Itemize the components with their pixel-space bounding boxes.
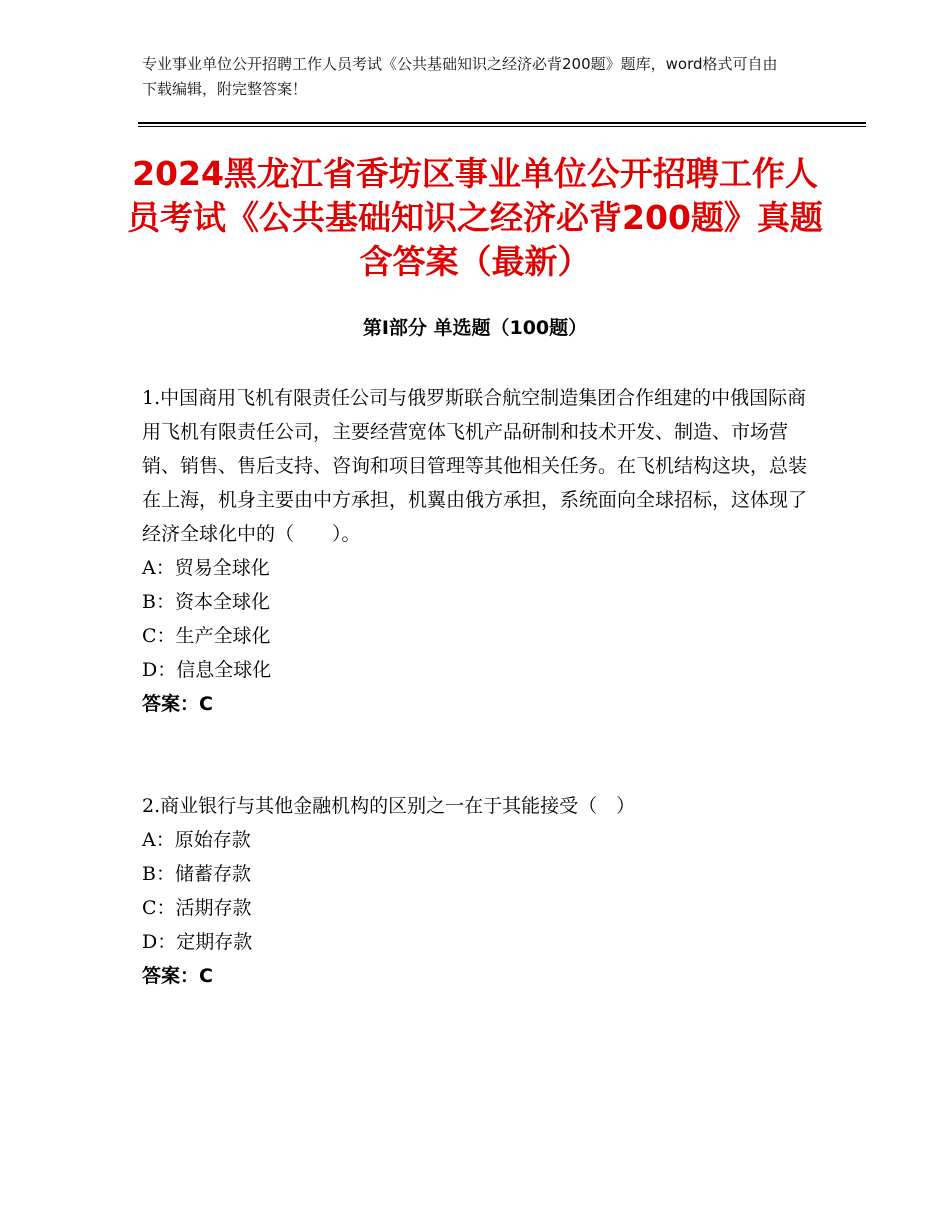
option-c: C：生产全球化 [142,625,271,647]
option-d: D：定期存款 [142,931,253,953]
option-a: A：原始存款 [142,829,251,851]
option-b: B：资本全球化 [142,591,270,613]
document-title: 2024黑龙江省香坊区事业单位公开招聘工作人员考试《公共基础知识之经济必背200题》真题含答案（最新） [127,154,823,281]
header-divider-thin [138,126,866,127]
question-1 [142,381,812,721]
answer: 答案：C [142,965,213,987]
option-a: A：贸易全球化 [142,557,270,579]
option-c: C：活期存款 [142,897,252,919]
option-b: B：储蓄存款 [142,863,251,885]
question-text: 1.中国商用飞机有限责任公司与俄罗斯联合航空制造集团合作组建的中俄国际商用飞机有限责任公司，主要经营宽体飞机产品研制和技术开发、制造、市场营销、销售、售后支持、咨询和项目管理等其他相关任务。在飞机结构这块，总装在上海，机身主要由中方承担，机翼由俄方承担，系统面向全球招标，这体现了经济全球化中的（ ）。 [142,387,808,545]
header-note: 专业事业单位公开招聘工作人员考试《公共基础知识之经济必背200题》题库，word格式可自由下载编辑，附完整答案！ [142,55,778,98]
question-text: 2.商业银行与其他金融机构的区别之一在于其能接受（ ） [142,795,636,817]
answer: 答案：C [142,693,213,715]
header-divider-thick [138,122,866,124]
question-2 [142,789,812,993]
section-title: 第Ⅰ部分 单选题（100题） [362,317,588,339]
option-d: D：信息全球化 [142,659,272,681]
